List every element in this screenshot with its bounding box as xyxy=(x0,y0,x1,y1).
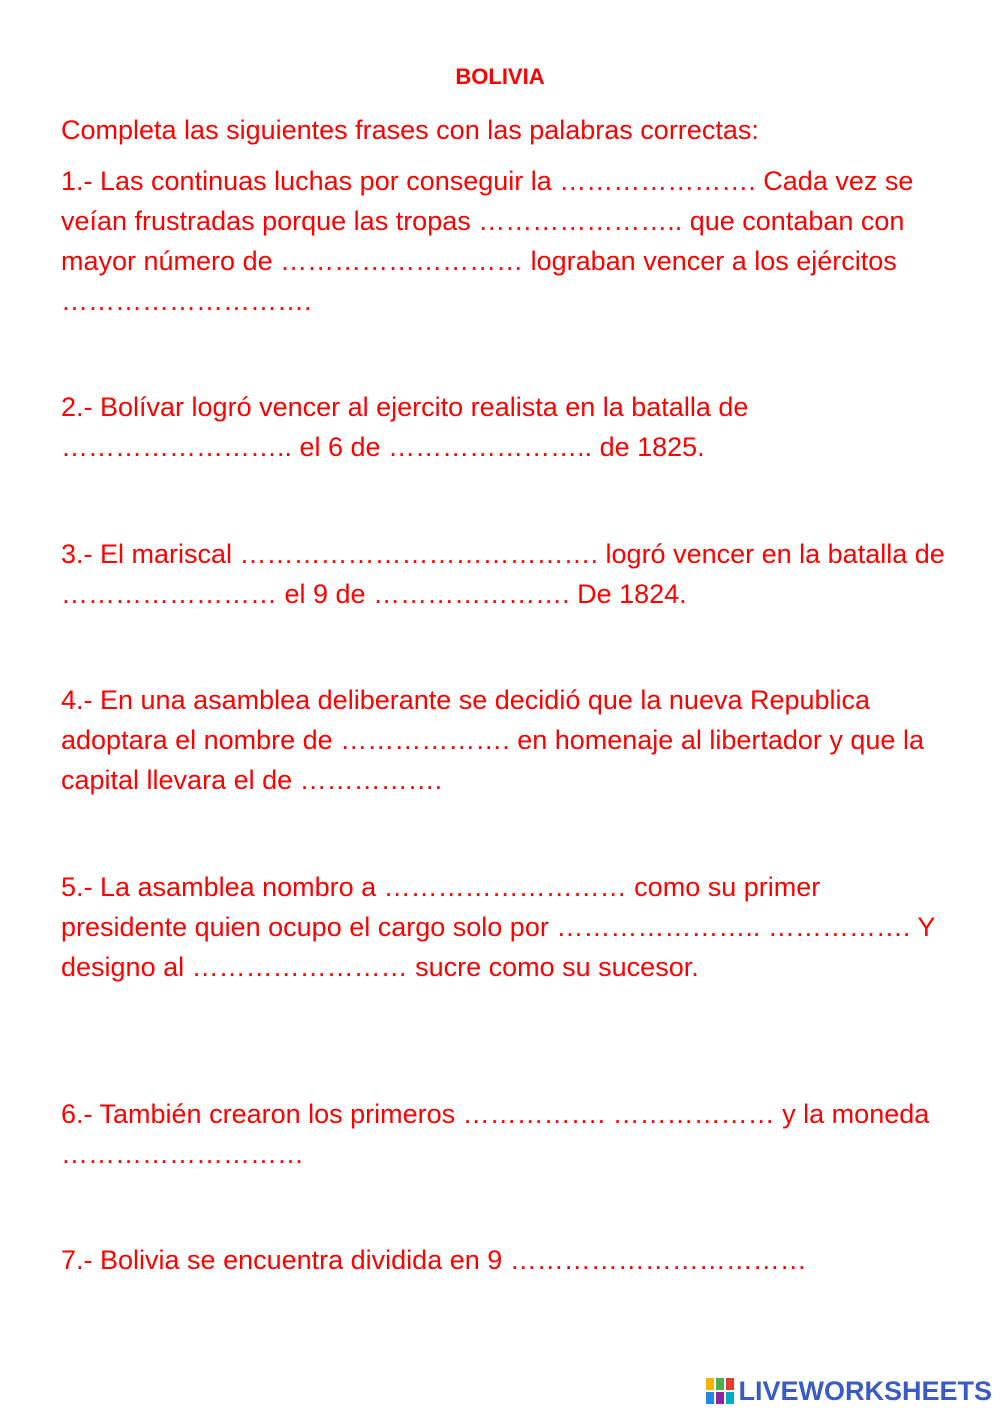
question-7: 7.- Bolivia se encuentra dividida en 9 …………………………… xyxy=(61,1245,807,1275)
logo-square xyxy=(706,1392,714,1404)
watermark-text: LIVEWORKSHEETS xyxy=(738,1375,992,1406)
instruction-text: Completa las siguientes frases con las palabras correctas: xyxy=(61,115,759,145)
liveworksheets-watermark xyxy=(706,1375,992,1407)
question-6: 6.- También crearon los primeros ……………. ……………… y la moneda ……………………… xyxy=(61,1099,930,1169)
question-4: 4.- En una asamblea deliberante se decidió que la nueva Republica adoptara el nombre de ………………. en homenaje al libertador y que la capital llevara el de ……………. xyxy=(61,685,924,795)
liveworksheets-logo-icon xyxy=(706,1378,734,1404)
question-5: 5.- La asamblea nombro a ……………………… como su primer presidente quien ocupo el cargo solo por ………………….. ……………. Y designo al …………………… sucre como su sucesor. xyxy=(61,872,935,982)
logo-square xyxy=(716,1392,724,1404)
question-3: 3.- El mariscal …………………………………. logró vencer en la batalla de …………………… el 9 de …………………. De 1824. xyxy=(61,539,945,609)
logo-square xyxy=(726,1392,734,1404)
question-2: 2.- Bolívar logró vencer al ejercito realista en la batalla de …………………….. el 6 de ………………….. de 1825. xyxy=(61,392,749,462)
logo-square xyxy=(716,1378,724,1390)
question-1: 1.- Las continuas luchas por conseguir la …………………. Cada vez se veían frustradas porque las tropas ………………….. que contaban con mayor número de ……………………… lograban vencer a los ejércitos ………………………. xyxy=(61,166,914,316)
logo-square xyxy=(706,1378,714,1390)
page-title: BOLIVIA xyxy=(455,64,545,89)
logo-square xyxy=(726,1378,734,1390)
